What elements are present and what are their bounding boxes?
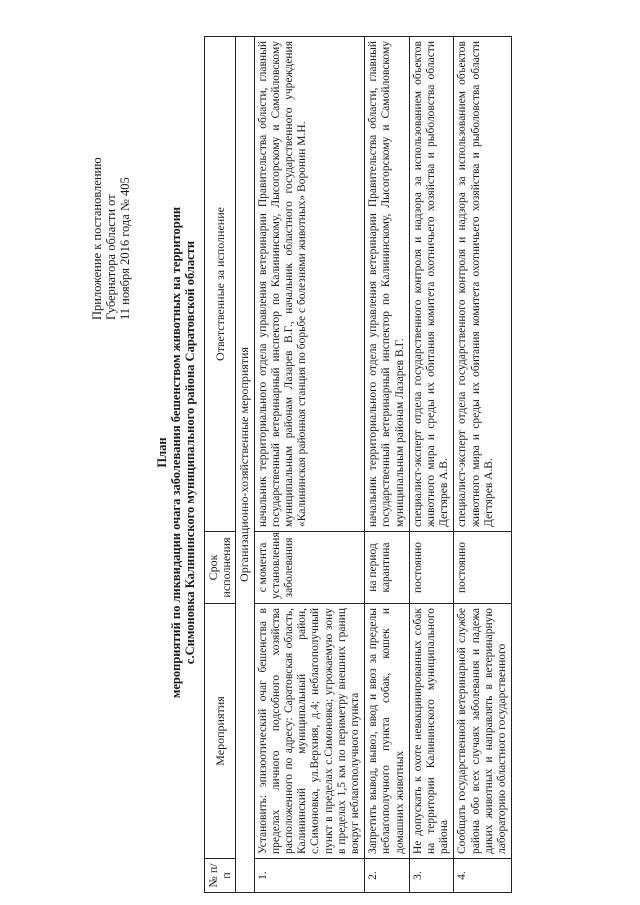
row-num: 1. bbox=[254, 859, 365, 893]
row-activity: Не допускать к охоте невакцинированных собак на территории Калининского муниципального района bbox=[409, 604, 454, 859]
document-title bbox=[155, 60, 197, 845]
row-num: 2. bbox=[365, 859, 410, 893]
row-responsible: специалист-эксперт отдела государственного контроля и надзора за использованием объектов животного мира и среды их обитания комитета охотничьего хозяйства и рыболовства области Дегтярев А.В. bbox=[454, 37, 512, 532]
row-responsible: специалист-эксперт отдела государственного контроля и надзора за использованием объектов животного мира и среды их обитания комитета охотничьего хозяйства и рыболовства области Дегтярев А.В. bbox=[409, 37, 454, 532]
table-header-row bbox=[205, 37, 236, 893]
title-line-3: с.Симоновка Калининского муниципального района Саратовской области bbox=[183, 240, 197, 665]
plan-table bbox=[204, 36, 512, 893]
row-activity: Установить: эпизоотический очаг бешенства в пределах личного подсобного хозяйства расположенного по адресу: Саратовская область, Калининский муниципальный район, с.Симоновка, ул.Верхняя, д.4; неблагополучный пункт в пределах с.Симоновка; угрожаемую зону в пределах 1,5 км по периметру внешних границ вокруг неблагополучного пункта bbox=[254, 604, 365, 859]
row-term: постоянно bbox=[454, 532, 512, 604]
appendix-line-1: Приложение к постановлению bbox=[90, 157, 104, 320]
title-line-1: План bbox=[155, 437, 169, 468]
section-row bbox=[236, 37, 254, 893]
row-responsible: начальник территориального отдела управления ветеринарии Правительства области, главный государственный ветеринарный инспектор по Калининскому, Лысогорскому и Самойловскому муниципальным районам Лазарев В.Г. bbox=[365, 37, 410, 532]
table-row bbox=[409, 37, 454, 893]
row-term: с момента установления заболевания bbox=[254, 532, 365, 604]
row-num: 4. bbox=[454, 859, 512, 893]
row-term: на период карантина bbox=[365, 532, 410, 604]
header-term: Срок исполнения bbox=[205, 532, 236, 604]
section-title: Организационно-хозяйственные мероприятия bbox=[236, 37, 254, 893]
header-activity: Мероприятия bbox=[205, 604, 236, 859]
appendix-note bbox=[90, 60, 132, 320]
appendix-line-3: 11 ноября 2016 года № 405 bbox=[118, 177, 132, 320]
row-activity: Запретить вывод, вывоз, ввод и ввоз за пределы неблагополучного пункта собак, кошек и домашних животных bbox=[365, 604, 410, 859]
row-responsible: начальник территориального отдела управления ветеринарии Правительства области, главный государственный ветеринарный инспектор по Калининскому, Лысогорскому и Самойловскому муниципальным районам Лазарев В.Г., начальник областного государственного учреждения «Калининская районная станция по борьбе с болезнями животных» Воронин М.Н. bbox=[254, 37, 365, 532]
title-line-2: мероприятий по ликвидации очага заболевания бешенством животных на территории bbox=[169, 206, 183, 699]
table-row bbox=[365, 37, 410, 893]
row-num: 3. bbox=[409, 859, 454, 893]
row-activity: Сообщать государственной ветеринарной службе района обо всех случаях заболевания и падежа диких животных и направлять в ветеринарную лабораторию областного государственного bbox=[454, 604, 512, 859]
header-responsible: Ответственные за исполнение bbox=[205, 37, 236, 532]
row-term: постоянно bbox=[409, 532, 454, 604]
header-num: № п/п bbox=[205, 859, 236, 893]
table-row bbox=[254, 37, 365, 893]
table-row bbox=[454, 37, 512, 893]
appendix-line-2: Губернатора области от bbox=[104, 194, 118, 320]
